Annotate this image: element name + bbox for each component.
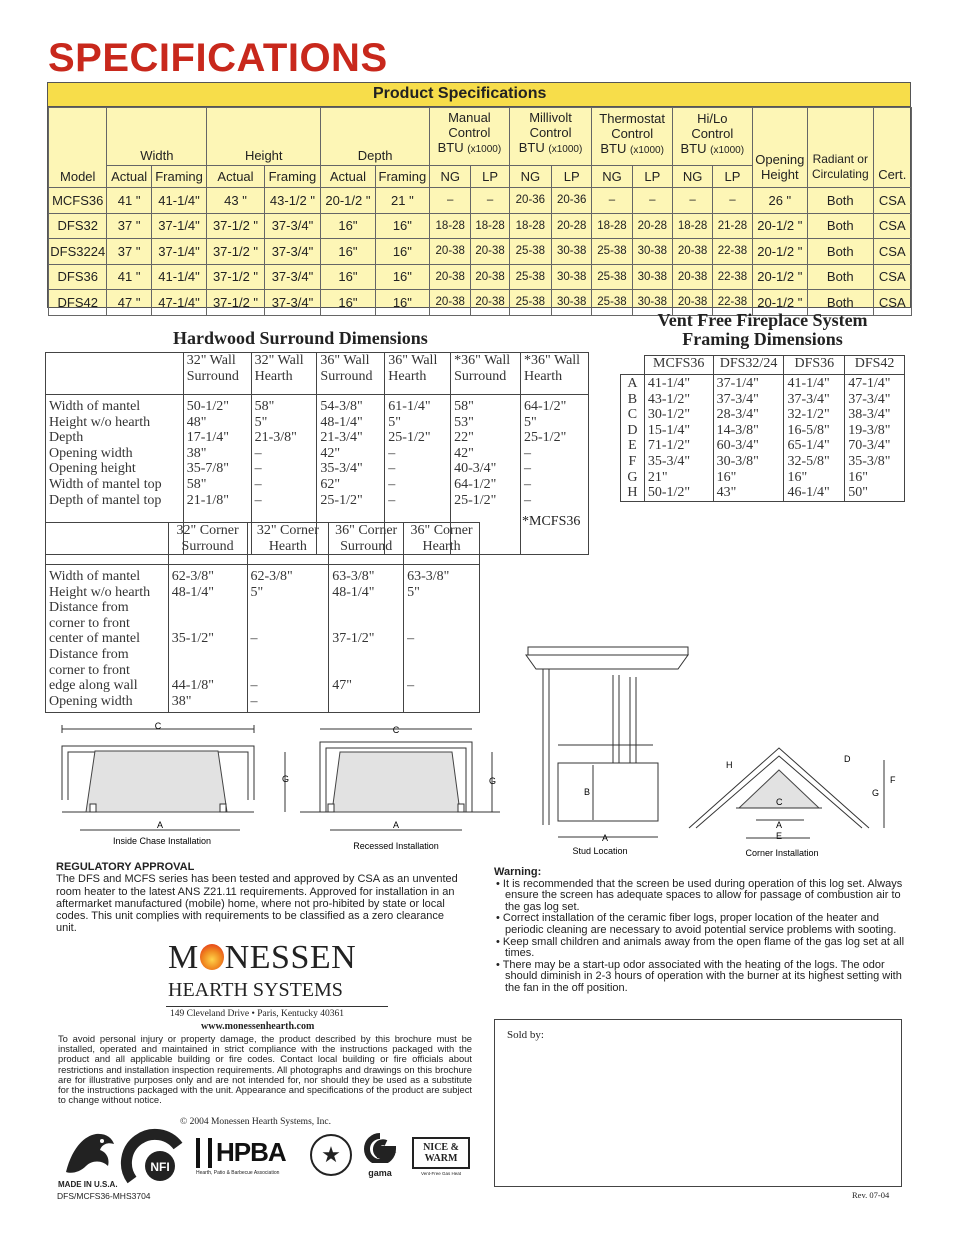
- spec-cell: 37-1/4": [151, 239, 206, 265]
- dimension-g-label: G: [872, 788, 880, 798]
- model-header: Model: [49, 166, 107, 188]
- nice-warm-subtitle: Vent-Free Gas Heat: [420, 1171, 462, 1176]
- model-cell: DFS42: [49, 290, 107, 316]
- spec-cell: 30-38: [552, 239, 592, 265]
- hardwood-column-header: 32" Wall Hearth: [251, 353, 317, 395]
- hardwood-row-labels: Width of mantel Height w/o hearth Depth Opening width Opening height Width of mantel top Depth of mantel top: [49, 399, 162, 508]
- hardwood-column-values: 61-1/4" 5" 25-1/2" – – – –: [385, 395, 451, 555]
- spec-cell: 22-38: [713, 239, 752, 265]
- document-code: DFS/MCFS36-MHS3704: [57, 1191, 151, 1201]
- dimension-b-label: B: [584, 787, 591, 797]
- dimension-a-label: A: [392, 820, 400, 830]
- dimension-g-label: G: [282, 774, 290, 784]
- recessed-caption: Recessed Installation: [353, 841, 439, 851]
- regulatory-heading: REGULATORY APPROVAL: [56, 861, 195, 873]
- framing-column-header: DFS42: [845, 356, 905, 375]
- control-label: Control: [448, 125, 491, 140]
- sub-header: NG: [672, 166, 712, 188]
- spec-cell: 20-1/2 ": [321, 188, 375, 214]
- framing-column-header: DFS32/24: [713, 356, 784, 375]
- spec-cell: 18-28: [592, 213, 632, 239]
- sub-header: LP: [632, 166, 672, 188]
- product-specifications-banner: [48, 83, 910, 107]
- dimension-a-label: A: [602, 833, 609, 843]
- dimension-c-label: C: [154, 722, 162, 731]
- product-specifications-table: [47, 82, 911, 308]
- spec-cell: 37-3/4": [264, 213, 320, 239]
- spec-cell: 20-36: [509, 188, 551, 214]
- spec-cell: 25-38: [592, 290, 632, 316]
- dimension-c-label: C: [392, 725, 400, 735]
- btu-label: BTU: [680, 141, 707, 156]
- logo-divider: [166, 1006, 388, 1007]
- spec-cell: 20-38: [672, 264, 712, 290]
- spec-cell: 16": [375, 264, 429, 290]
- corner-column-values: 62-3/8" 48-1/4" 35-1/2" 44-1/8" 38": [168, 565, 247, 713]
- spec-cell: 47-1/4": [151, 290, 206, 316]
- hpba-pillar-icon: [196, 1138, 212, 1168]
- spec-cell: 18-28: [509, 213, 551, 239]
- opening-height-header: Height: [761, 167, 799, 182]
- framing-column-values: 47-1/4" 37-3/4" 38-3/4" 19-3/8" 70-3/4" 35-3/8" 16" 50": [845, 375, 905, 502]
- star-seal-icon: ★: [310, 1134, 352, 1176]
- disclaimer-text: To avoid personal injury or property damage, the product described by this brochure must be installed, operated and maintained in strict compliance with the instructions packaged with the product and all applicable building or fire codes. Contact local building or fire officials about restrictions and installation inspection requirements. All photographs and drawings on this brochure are for illustrative purposes only and are not intended for, nor should they be used as a substitute for the instructions packaged with the unit. Appearance and specifications of the product are subject to change without notice.: [58, 1033, 472, 1106]
- sold-by-label: Sold by:: [507, 1029, 544, 1041]
- spec-cell: Both: [808, 264, 874, 290]
- framing-column-values: 37-1/4" 37-3/4" 28-3/4" 14-3/8" 60-3/4" 30-3/8" 16" 43": [713, 375, 784, 502]
- radiant-header: Radiant or: [812, 152, 868, 166]
- spec-cell: 41 ": [107, 264, 151, 290]
- spec-cell: 20-36: [552, 188, 592, 214]
- monessen-logo: [168, 940, 356, 976]
- regulatory-approval: [56, 861, 466, 935]
- spec-table: [48, 107, 912, 316]
- btu-label: BTU: [518, 140, 545, 155]
- dimension-h-label: H: [726, 760, 733, 770]
- hearth-systems-logo: HEARTH SYSTEMS: [168, 979, 343, 1001]
- framing-column-header: DFS36: [784, 356, 845, 375]
- spec-cell: 37-1/4": [151, 213, 206, 239]
- spec-cell: –: [592, 188, 632, 214]
- spec-cell: 37-3/4": [264, 290, 320, 316]
- spec-cell: –: [471, 188, 509, 214]
- spec-cell: 16": [321, 290, 375, 316]
- cert-header: Cert.: [878, 167, 907, 182]
- sub-header: NG: [430, 166, 471, 188]
- spec-cell: CSA: [873, 213, 911, 239]
- spec-cell: 25-38: [592, 239, 632, 265]
- framing-heading-line1: Vent Free Fireplace System: [657, 310, 868, 330]
- nice-warm-text: NICE & WARM: [412, 1137, 470, 1169]
- revision-label: Rev. 07-04: [852, 1190, 890, 1200]
- control-label: Control: [691, 126, 734, 141]
- stud-location-diagram: [518, 645, 698, 860]
- warning-heading: Warning:: [494, 866, 542, 878]
- warning-item: • Keep small children and animals away from the open flame of the gas log set at all times.: [496, 935, 905, 960]
- gama-logo: [362, 1133, 398, 1177]
- spec-cell: 20-38: [471, 239, 509, 265]
- hardwood-column-header: 32" Wall Surround: [183, 353, 251, 395]
- framing-dimensions-table: [620, 355, 905, 502]
- spec-cell: 30-38: [552, 264, 592, 290]
- stud-location-caption: Stud Location: [572, 846, 628, 856]
- spec-cell: 37-1/2 ": [207, 239, 264, 265]
- spec-cell: 20-1/2 ": [752, 239, 807, 265]
- gama-text: gama: [368, 1168, 392, 1178]
- corner-installation-diagram: [684, 740, 904, 860]
- spec-cell: 22-38: [713, 264, 752, 290]
- width-header: Width: [140, 148, 174, 163]
- spec-cell: 20-28: [632, 213, 672, 239]
- corner-installation-caption: Corner Installation: [745, 848, 819, 858]
- sub-header: NG: [592, 166, 632, 188]
- dimension-g-label: G: [489, 776, 497, 786]
- x1000-label: (x1000): [467, 144, 502, 155]
- hardwood-column-header: *36" Wall Surround: [451, 353, 521, 395]
- spec-cell: 37 ": [107, 239, 151, 265]
- mcfs36-footnote: *MCFS36: [522, 514, 581, 529]
- btu-label: BTU: [437, 140, 464, 155]
- spec-cell: 30-38: [552, 290, 592, 316]
- control-label: Control: [611, 126, 654, 141]
- dimension-d-label: D: [844, 754, 851, 764]
- sub-header: Actual: [321, 166, 375, 188]
- model-cell: MCFS36: [49, 188, 107, 214]
- logo-name: NESSEN: [224, 939, 357, 976]
- x1000-label: (x1000): [710, 145, 745, 156]
- dimension-f-label: F: [890, 775, 896, 785]
- spec-cell: 16": [321, 213, 375, 239]
- model-cell: DFS32: [49, 213, 107, 239]
- recessed-diagram: [290, 722, 510, 852]
- manual-header: Manual: [448, 110, 491, 125]
- warning-item: • It is recommended that the screen be used during operation of this log set. Always ensure the screen has adequate spaces to allow for passage of combustion air to the gas log set.: [496, 877, 903, 913]
- spec-cell: Both: [808, 290, 874, 316]
- hpba-logo: [196, 1138, 304, 1182]
- spec-cell: 18-28: [672, 213, 712, 239]
- hardwood-column-header: *36" Wall Hearth: [521, 353, 589, 395]
- corner-column-header: 36" Corner Surround: [329, 523, 404, 565]
- spec-cell: CSA: [873, 290, 911, 316]
- spec-cell: Both: [808, 239, 874, 265]
- spec-cell: 16": [375, 290, 429, 316]
- hardwood-column-values: 58" 53" 22" 42" 40-3/4" 64-1/2" 25-1/2": [451, 395, 521, 555]
- hardwood-column-values: 64-1/2" 5" 25-1/2" – – – –: [521, 395, 589, 555]
- x1000-label: (x1000): [630, 145, 664, 156]
- spec-cell: 41-1/4": [151, 188, 206, 214]
- hpba-text: HPBA: [216, 1137, 286, 1167]
- spec-cell: CSA: [873, 264, 911, 290]
- framing-letters: A B C D E F G H: [627, 376, 638, 501]
- spec-cell: 25-38: [509, 290, 551, 316]
- spec-cell: 43-1/2 ": [264, 188, 320, 214]
- opening-header: Opening: [755, 152, 805, 167]
- spec-cell: 20-38: [672, 239, 712, 265]
- spec-row: [49, 213, 912, 239]
- regulatory-text: The DFS and MCFS series has been tested and approved by CSA as an unvented room heater to the latest ANS Z21.11 requirements. Approved for installation in an aftermarket manufactured (mobile) home, where not pro-hibited by state or local codes. This unit complies with requirements to be classified as a zero clearance unit.: [56, 873, 458, 935]
- hpba-subtitle: Hearth, Patio & Barbecue Association: [196, 1170, 280, 1176]
- spec-cell: 43 ": [207, 188, 264, 214]
- spec-cell: 22-38: [713, 290, 752, 316]
- spec-cell: 21 ": [375, 188, 429, 214]
- framing-column-values: 41-1/4" 37-3/4" 32-1/2" 16-5/8" 65-1/4" 32-5/8" 16" 46-1/4": [784, 375, 845, 502]
- depth-header: Depth: [357, 148, 393, 163]
- spec-cell: 37-1/2 ": [207, 290, 264, 316]
- inside-chase-caption: Inside Chase Installation: [112, 836, 212, 846]
- sub-header: Framing: [264, 166, 320, 188]
- spec-cell: 20-1/2 ": [752, 264, 807, 290]
- control-label: Control: [529, 125, 572, 140]
- corner-column-header: 36" Corner Hearth: [404, 523, 480, 565]
- spec-cell: CSA: [873, 239, 911, 265]
- spec-cell: 16": [321, 239, 375, 265]
- warning-section: [494, 867, 904, 995]
- hardwood-column-header: 36" Wall Surround: [317, 353, 385, 395]
- framing-heading-line2: Framing Dimensions: [682, 329, 843, 349]
- sub-header: Framing: [151, 166, 206, 188]
- spec-cell: 25-38: [509, 264, 551, 290]
- framing-column-values: 41-1/4" 43-1/2" 30-1/2" 15-1/4" 71-1/2" 35-3/4" 21" 50-1/2": [644, 375, 713, 502]
- spec-cell: CSA: [873, 188, 911, 214]
- hardwood-column-header: 36" Wall Hearth: [385, 353, 451, 395]
- sub-header: Actual: [207, 166, 264, 188]
- hilo-header: Hi/Lo: [697, 111, 728, 126]
- spec-cell: Both: [808, 188, 874, 214]
- page-title: SPECIFICATIONS: [48, 36, 388, 80]
- warning-item: • There may be a start-up odor associated with the heating of the logs. The odor should diminish in 2-3 hours of operation with the burner at its highest setting with the fan in the off position.: [496, 958, 902, 994]
- spec-cell: 25-38: [509, 239, 551, 265]
- nfi-logo-icon: [120, 1128, 190, 1190]
- spec-cell: –: [430, 188, 471, 214]
- hardwood-column-values: 50-1/2" 48" 17-1/4" 38" 35-7/8" 58" 21-1/8": [183, 395, 251, 555]
- hardwood-column-values: 54-3/8" 48-1/4" 21-3/4" 42" 35-3/4" 62" 25-1/2": [317, 395, 385, 555]
- eagle-logo-icon: [62, 1128, 116, 1178]
- spec-cell: Both: [808, 213, 874, 239]
- made-in-usa: MADE IN U.S.A.: [58, 1180, 118, 1189]
- spec-cell: 37-1/2 ": [207, 213, 264, 239]
- sub-header: Actual: [107, 166, 151, 188]
- spec-cell: 16": [375, 213, 429, 239]
- spec-cell: 20-38: [471, 264, 509, 290]
- spec-cell: 37-3/4": [264, 264, 320, 290]
- thermostat-header: Thermostat: [599, 111, 666, 126]
- spec-cell: 30-38: [632, 239, 672, 265]
- sub-header: LP: [471, 166, 509, 188]
- circulating-header: Circulating: [811, 167, 869, 181]
- product-specifications-heading: Product Specifications: [373, 85, 547, 102]
- hardwood-column-values: 58" 5" 21-3/8" – – – –: [251, 395, 317, 555]
- btu-label: BTU: [600, 141, 627, 156]
- spec-cell: 37 ": [107, 213, 151, 239]
- spec-cell: 25-38: [592, 264, 632, 290]
- spec-cell: –: [713, 188, 752, 214]
- spec-cell: 41-1/4": [151, 264, 206, 290]
- logo-letter-m: M: [168, 939, 199, 976]
- spec-cell: 18-28: [471, 213, 509, 239]
- inside-chase-diagram: [50, 722, 310, 852]
- spec-cell: 20-38: [430, 239, 471, 265]
- corner-column-header: 32" Corner Hearth: [247, 523, 329, 565]
- spec-cell: 26 ": [752, 188, 807, 214]
- height-header: Height: [244, 148, 283, 163]
- sub-header: NG: [509, 166, 551, 188]
- millivolt-header: Millivolt: [529, 110, 572, 125]
- sold-by-box: [494, 1019, 902, 1187]
- spec-cell: 16": [321, 264, 375, 290]
- flame-icon: [200, 944, 224, 970]
- x1000-label: (x1000): [548, 144, 583, 155]
- nice-warm-logo: [412, 1137, 470, 1183]
- company-address: 149 Cleveland Drive • Paris, Kentucky 40361: [170, 1009, 345, 1019]
- dimension-e-label: E: [776, 831, 783, 841]
- framing-column-header: MCFS36: [644, 356, 713, 375]
- hardwood-surround-heading: Hardwood Surround Dimensions: [173, 328, 428, 348]
- spec-cell: 20-1/2 ": [752, 213, 807, 239]
- spec-row: [49, 264, 912, 290]
- corner-column-values: 63-3/8" 48-1/4" 37-1/2" 47": [329, 565, 404, 713]
- model-cell: DFS36: [49, 264, 107, 290]
- spec-cell: 47 ": [107, 290, 151, 316]
- spec-cell: 20-38: [430, 290, 471, 316]
- spec-row: [49, 239, 912, 265]
- corner-column-header: 32" Corner Surround: [168, 523, 247, 565]
- spec-cell: 21-28: [713, 213, 752, 239]
- spec-cell: 20-28: [552, 213, 592, 239]
- corner-column-values: 62-3/8" 5" – – –: [247, 565, 329, 713]
- spec-cell: 30-38: [632, 290, 672, 316]
- nfi-text: NFI: [150, 1160, 170, 1174]
- spec-cell: 30-38: [632, 264, 672, 290]
- corner-row-labels: Width of mantel Height w/o hearth Distance from corner to front center of mantel Distance from corner to front edge along wall Opening width: [49, 569, 151, 709]
- spec-cell: 18-28: [430, 213, 471, 239]
- spec-cell: 16": [375, 239, 429, 265]
- dimension-a-label: A: [156, 820, 164, 830]
- spec-cell: –: [672, 188, 712, 214]
- spec-cell: 20-38: [430, 264, 471, 290]
- dimension-c-label: C: [776, 797, 783, 807]
- corner-surround-table: [45, 522, 480, 713]
- company-website[interactable]: www.monessenhearth.com: [201, 1021, 315, 1032]
- spec-cell: 20-1/2 ": [752, 290, 807, 316]
- spec-cell: –: [632, 188, 672, 214]
- corner-column-values: 63-3/8" 5" – –: [404, 565, 480, 713]
- dimension-a-label: A: [776, 820, 783, 830]
- copyright: © 2004 Monessen Hearth Systems, Inc.: [180, 1117, 332, 1127]
- warning-item: • Correct installation of the ceramic fiber logs, proper location of the heater and periodic cleaning are necessary to avoid potential service problems with sooting.: [496, 912, 897, 936]
- spec-cell: 37-3/4": [264, 239, 320, 265]
- model-cell: DFS3224: [49, 239, 107, 265]
- spec-cell: 20-38: [672, 290, 712, 316]
- sub-header: Framing: [375, 166, 429, 188]
- spec-cell: 41 ": [107, 188, 151, 214]
- spec-cell: 20-38: [471, 290, 509, 316]
- sub-header: LP: [713, 166, 752, 188]
- spec-cell: 37-1/2 ": [207, 264, 264, 290]
- spec-row: [49, 188, 912, 214]
- sub-header: LP: [552, 166, 592, 188]
